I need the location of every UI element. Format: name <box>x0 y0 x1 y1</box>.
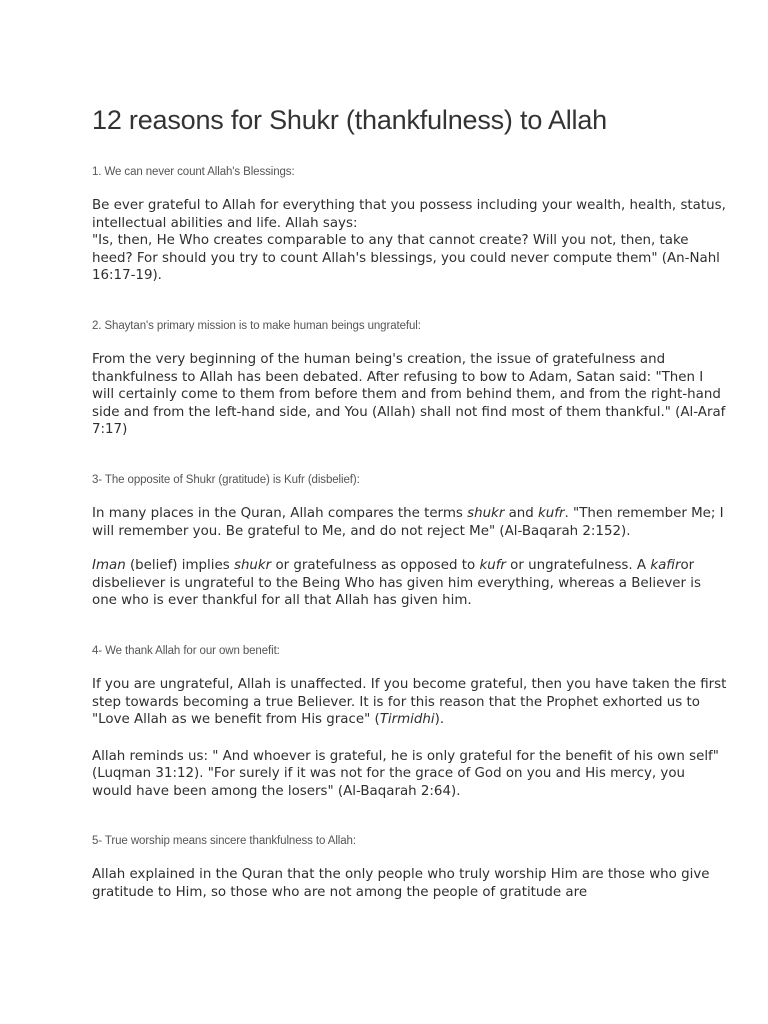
section-heading: 2. Shaytan's primary mission is to make human beings ungrateful: <box>92 319 421 332</box>
paragraph: Allah reminds us: " And whoever is grateful, he is only grateful for the benefit of his own self" (Luqman 31:12). "For surely if it was not for the grace of God on you and His mercy, you would have been among the losers" (Al-Baqarah 2:64). <box>92 748 719 799</box>
paragraph: From the very beginning of the human being's creation, the issue of gratefulness and thankfulness to Allah has been debated. After refusing to bow to Adam, Satan said: "Then I will certainly come to them from before them and from behind them, and from the right-hand side and from the left-hand side, and You (Allah) shall not find most of them thankful." (Al-Araf 7:17) <box>92 351 726 438</box>
paragraph: Allah explained in the Quran that the only people who truly worship Him are those who give gratitude to Him, so those who are not among the people of gratitude are <box>92 867 710 901</box>
paragraph-quote: "Is, then, He Who creates comparable to any that cannot create? Will you not, then, take heed? For should you try to count Allah's blessings, you could never compute them" (An-Nahl 16:17-19). <box>92 233 720 284</box>
section-heading: 5- True worship means sincere thankfulness to Allah: <box>92 835 356 848</box>
section-5 <box>92 835 728 901</box>
section-heading: 4- We thank Allah for our own benefit: <box>92 644 280 657</box>
paragraph: Be ever grateful to Allah for everything that you possess including your wealth, health, status, intellectual abilities and life. Allah says: <box>92 198 726 231</box>
section-heading: 3- The opposite of Shukr (gratitude) is Kufr (disbelief): <box>92 473 360 486</box>
paragraph: In many places in the Quran, Allah compares the terms shukr and kufr. "Then remember Me; I will remember you. Be grateful to Me, and do not reject Me" (Al-Baqarah 2:152). <box>92 505 724 539</box>
section-heading: 1. We can never count Allah's Blessings: <box>92 166 295 178</box>
section-1 <box>92 166 728 285</box>
section-3 <box>92 474 728 610</box>
section-2 <box>92 320 728 439</box>
paragraph: If you are ungrateful, Allah is unaffected. If you become grateful, then you have taken the first step towards becoming a true Believer. It is for this reason that the Prophet exhorted us to "Love Allah as we benefit from His grace" (Tirmidhi). <box>92 676 727 728</box>
section-4 <box>92 645 728 801</box>
paragraph: Iman (belief) implies shukr or gratefulness as opposed to kufr or ungratefulness. A kafiror disbeliever is ungrateful to the Being Who has given him everything, whereas a Believer is one who is ever thankful for all that Allah has given him. <box>92 558 701 609</box>
page-title: 12 reasons for Shukr (thankfulness) to Allah <box>92 105 607 135</box>
